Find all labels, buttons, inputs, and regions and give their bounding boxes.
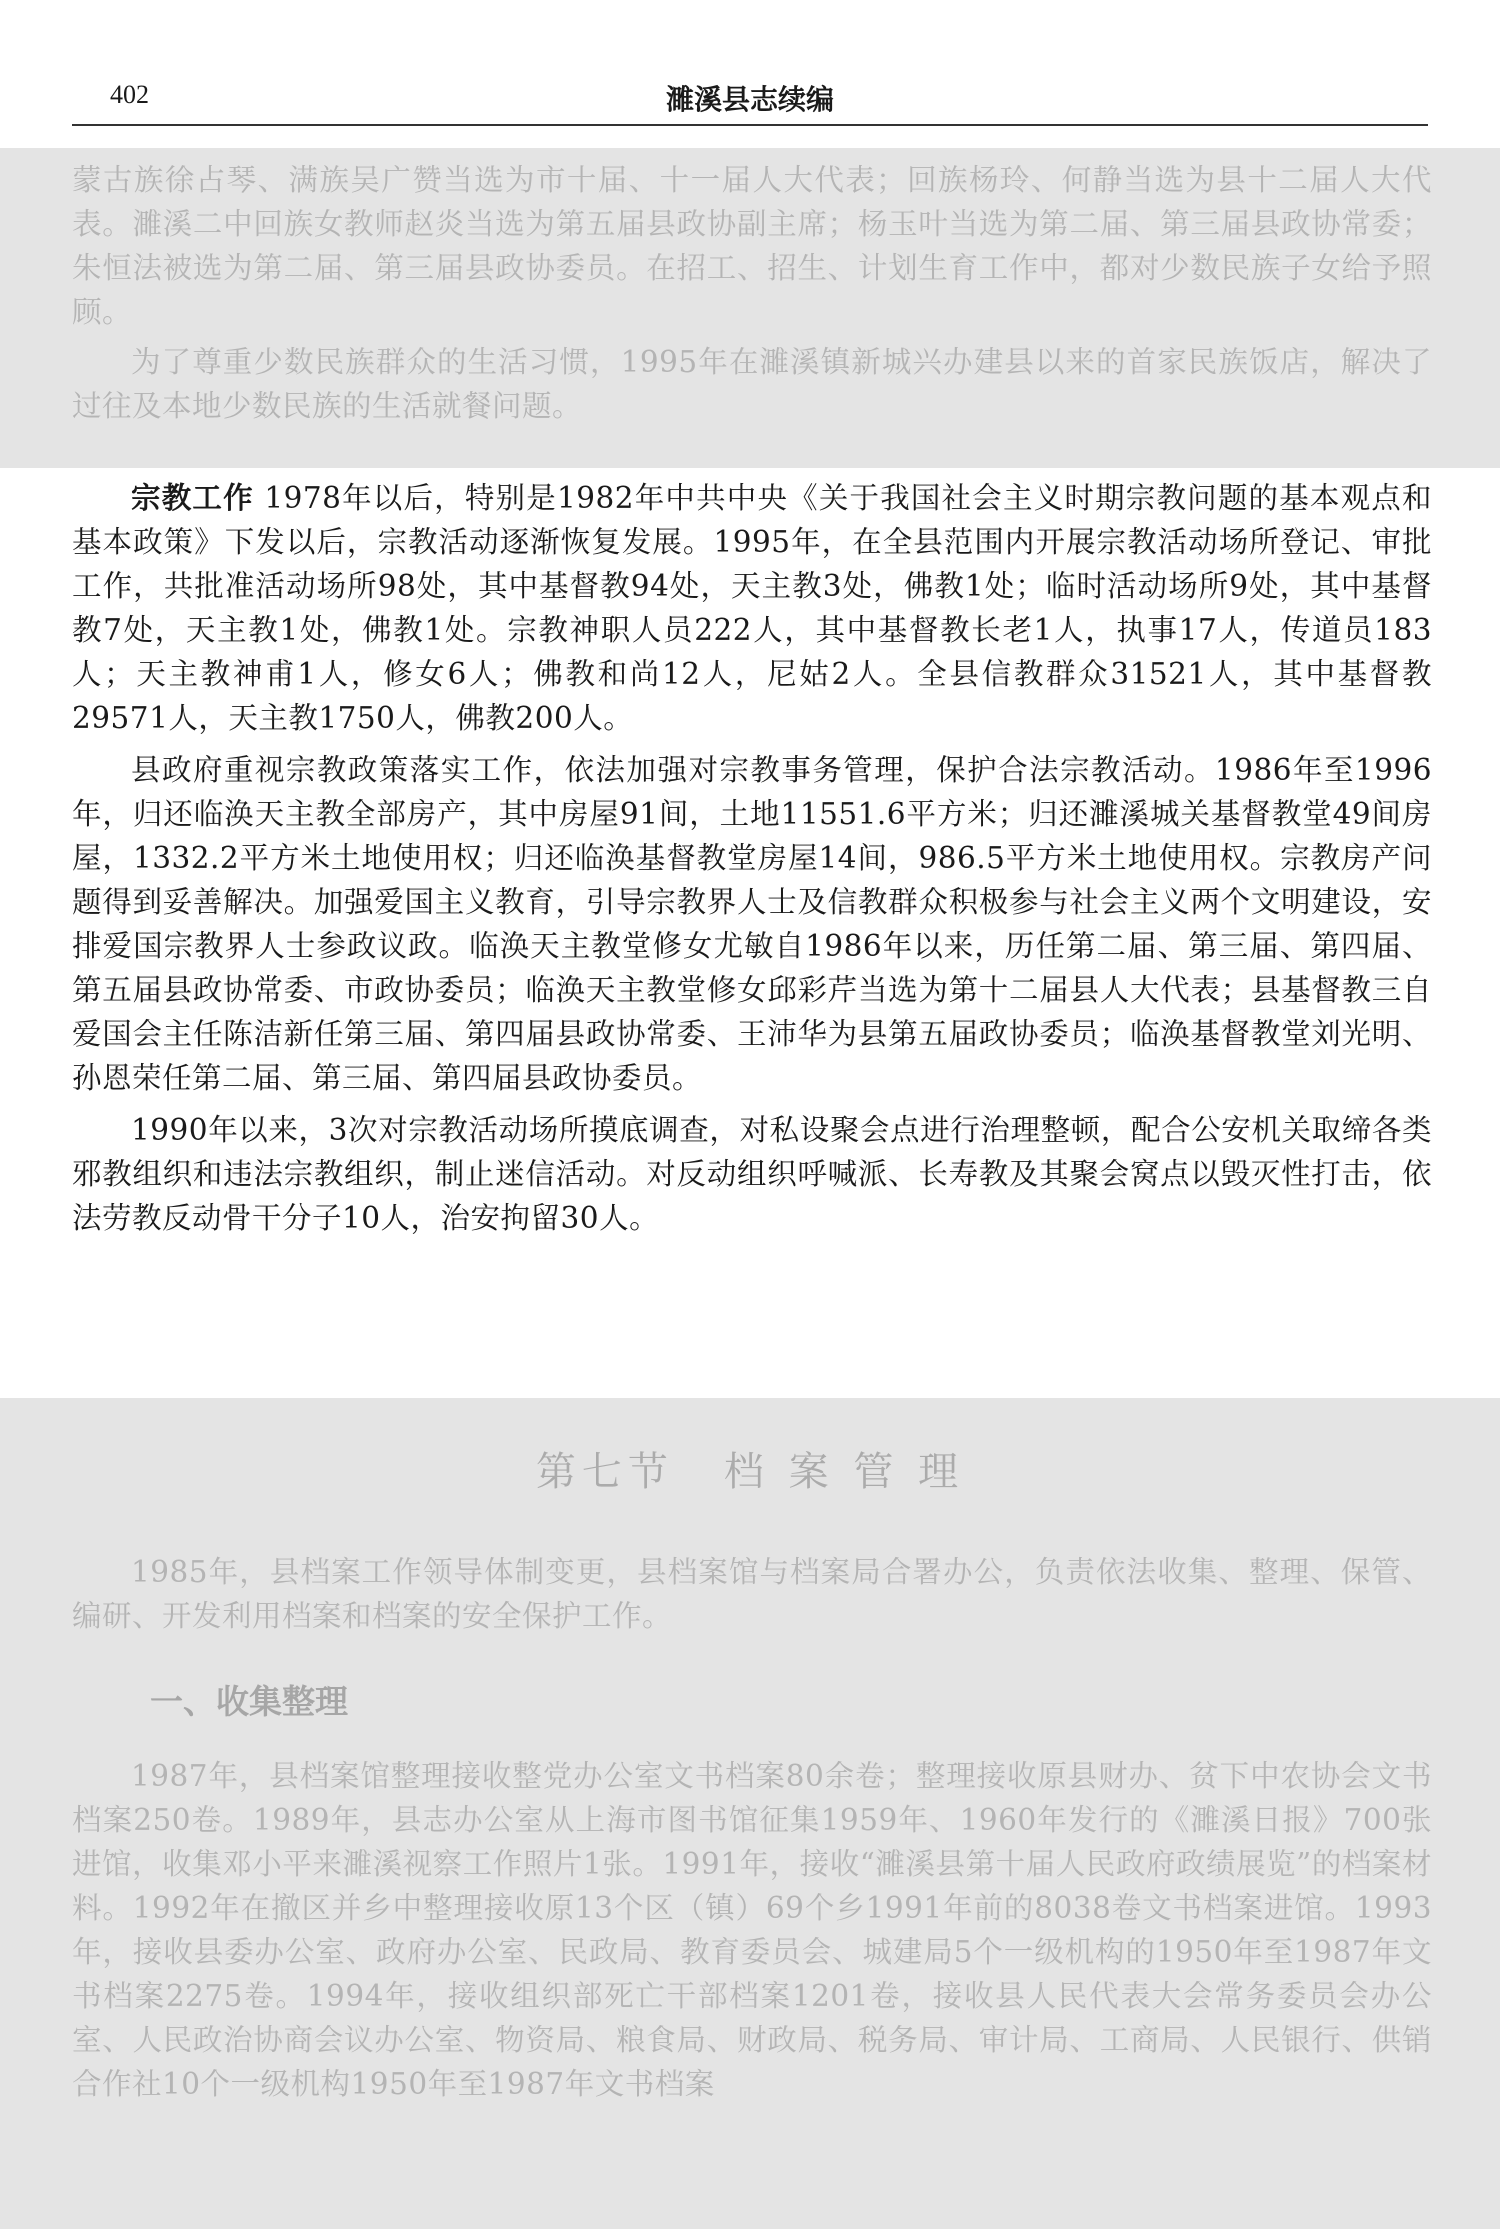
religion-paragraph-1 [72,476,1432,740]
minority-paragraph-1: 蒙古族徐占琴、满族吴广赞当选为市十届、十一届人大代表；回族杨玲、何静当选为县十二届人大代表。濉溪二中回族女教师赵炎当选为第五届县政协副主席；杨玉叶当选为第二届、第三届县政协常委；朱恒法被选为第二届、第三届县政协委员。在招工、招生、计划生育工作中，都对少数民族子女给予照顾。 [72,163,1432,329]
religion-section [72,476,1432,1240]
archive-intro-paragraph: 1985年，县档案工作领导体制变更，县档案馆与档案局合署办公，负责依法收集、整理、保管、编研、开发利用档案和档案的安全保护工作。 [72,1555,1432,1633]
religion-paragraph-3: 1990年以来，3次对宗教活动场所摸底调查，对私设聚会点进行治理整顿，配合公安机关取缔各类邪教组织和违法宗教组织，制止迷信活动。对反动组织呼喊派、长寿教及其聚会窝点以毁灭性打击，依法劳教反动骨干分子10人，治安拘留30人。 [72,1113,1432,1235]
archive-subheading: 一、收集整理 [150,1682,348,1721]
section-name: 档 案 管 理 [723,1449,965,1495]
section-title [0,1440,1500,1497]
archive-collection-paragraph: 1987年，县档案馆整理接收整党办公室文书档案80余卷；整理接收原县财办、贫下中农协会文书档案250卷。1989年，县志办公室从上海市图书馆征集1959年、1960年发行的《濉溪日报》700张进馆，收集邓小平来濉溪视察工作照片1张。1991年，接收“濉溪县第十届人民政府政绩展览”的档案材料。1992年在撤区并乡中整理接收原13个区（镇）69个乡1991年前的8038卷文书档案进馆。1993年，接收县委办公室、政府办公室、民政局、教育委员会、城建局5个一级机构的1950年至1987年文书档案2275卷。1994年，接收组织部死亡干部档案1201卷，接收县人民代表大会常务委员会办公室、人民政治协商会议办公室、物资局、粮食局、财政局、税务局、审计局、工商局、人民银行、供销合作社10个一级机构1950年至1987年文书档案 [72,1759,1432,2101]
religion-lead: 宗教工作 [131,481,254,515]
minority-section [72,158,1432,428]
section-number: 第七节 [535,1449,674,1495]
religion-paragraph-1-text: 1978年以后，特别是1982年中共中央《关于我国社会主义时期宗教问题的基本观点和基本政策》下发以后，宗教活动逐渐恢复发展。1995年，在全县范围内开展宗教活动场所登记、审批工作，共批准活动场所98处，其中基督教94处，天主教3处，佛教1处；临时活动场所9处，其中基督教7处，天主教1处，佛教1处。宗教神职人员222人，其中基督教长老1人，执事17人，传道员183人；天主教神甫1人，修女6人；佛教和尚12人，尼姑2人。全县信教群众31521人，其中基督教29571人，天主教1750人，佛教200人。 [72,481,1432,735]
running-title: 濉溪县志续编 [665,83,834,116]
archive-intro [72,1550,1432,1638]
minority-paragraph-2: 为了尊重少数民族群众的生活习惯，1995年在濉溪镇新城兴办建县以来的首家民族饭店，解决了过往及本地少数民族的生活就餐问题。 [72,345,1432,423]
religion-paragraph-2: 县政府重视宗教政策落实工作，依法加强对宗教事务管理，保护合法宗教活动。1986年至1996年，归还临涣天主教全部房产，其中房屋91间，土地11551.6平方米；归还濉溪城关基督教堂49间房屋，1332.2平方米土地使用权；归还临涣基督教堂房屋14间，986.5平方米土地使用权。宗教房产问题得到妥善解决。加强爱国主义教育，引导宗教界人士及信教群众积极参与社会主义两个文明建设，安排爱国宗教界人士参政议政。临涣天主教堂修女尤敏自1986年以来，历任第二届、第三届、第四届、第五届县政协常委、市政协委员；临涣天主教堂修女邱彩芹当选为第十二届县人大代表；县基督教三自爱国会主任陈洁新任第三届、第四届县政协常委、王沛华为县第五届政协委员；临涣基督教堂刘光明、孙恩荣任第二届、第三届、第四届县政协委员。 [72,753,1432,1095]
page-number: 402 [110,80,149,109]
page-header [72,74,1428,126]
archive-collection [72,1754,1432,2106]
